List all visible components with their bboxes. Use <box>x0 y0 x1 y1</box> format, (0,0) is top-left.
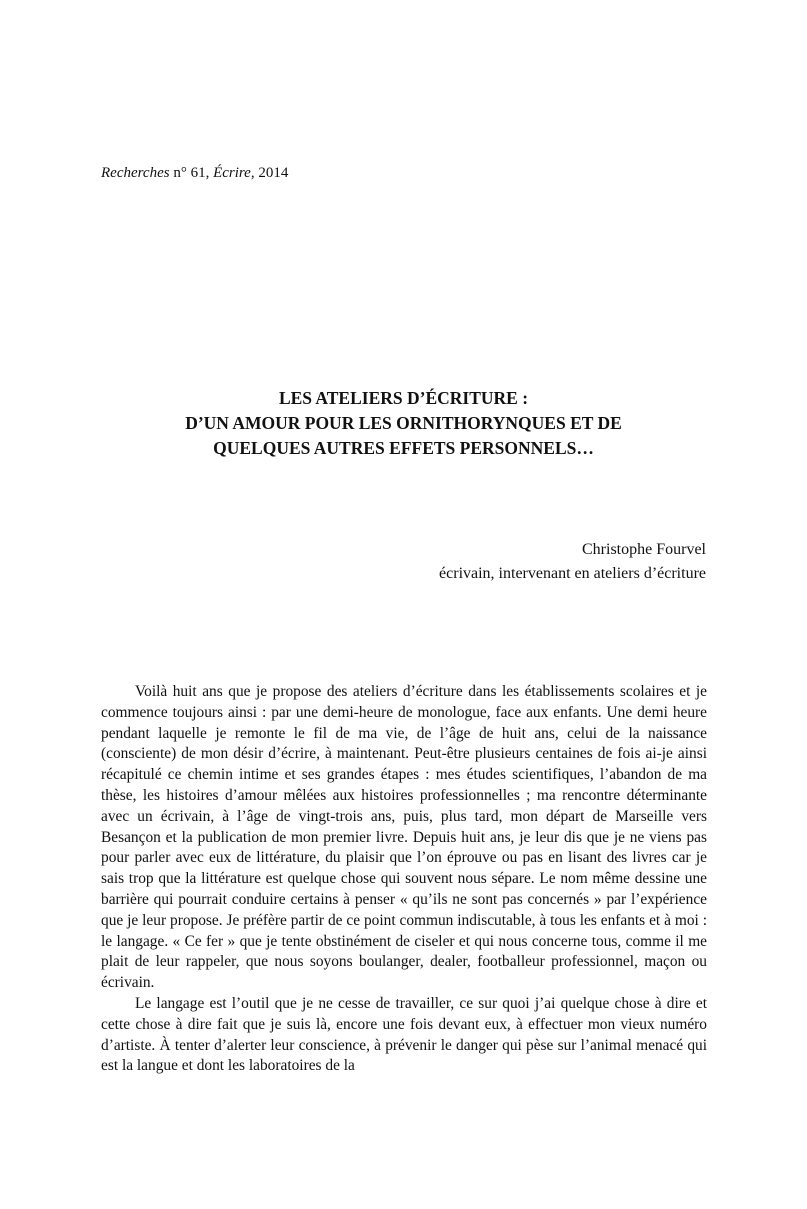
author-block <box>439 538 706 586</box>
paragraph-1: Voilà huit ans que je propose des ateliers d’écriture dans les établissements scolaires et je commence toujours ainsi : par une demi-heure de monologue, face aux enfants. Une demi heure pendant laquelle je remonte le fil de ma vie, de l’âge de huit ans, celui de la naissance (consciente) de mon désir d’écrire, à maintenant. Peut-être plusieurs centaines de fois ai-je ainsi récapitulé ce chemin intime et ses grandes étapes : mes études scientifiques, l’abandon de ma thèse, les histoires d’amour mêlées aux histoires professionnelles ; ma rencontre déterminante avec un écrivain, à l’âge de vingt-trois ans, puis, plus tard, mon départ de Marseille vers Besançon et la publication de mon premier livre. Depuis huit ans, je leur dis que je ne viens pas pour parler avec eux de littérature, du plaisir que l’on éprouve ou pas en lisant des livres car je sais trop que la littérature est quelque chose qui souvent nous sépare. Le nom même dessine une barrière qui pourrait conduire certains à penser « qu’ils ne sont pas concernés » par l’expérience que je leur propose. Je préfère partir de ce point commun indiscutable, à tous les enfants et à moi : le langage. « Ce fer » que je tente obstinément de ciseler et qui nous concerne tous, comme il me plait de leur rappeler, que nous soyons boulanger, dealer, footballeur professionnel, maçon ou écrivain. <box>101 683 707 992</box>
author-name: Christophe Fourvel <box>582 541 706 558</box>
issue-theme: Écrire <box>213 165 251 181</box>
title-line-2: D’UN AMOUR POUR LES ORNITHORYNQUES ET DE <box>185 413 622 433</box>
issue-number: n° 61, <box>169 165 214 181</box>
journal-name: Recherches <box>101 165 170 181</box>
publication-year: , 2014 <box>250 165 289 181</box>
title-line-3: QUELQUES AUTRES EFFETS PERSONNELS… <box>213 438 594 458</box>
article-title <box>100 386 707 461</box>
running-head <box>101 165 288 182</box>
title-line-1: LES ATELIERS D’ÉCRITURE : <box>278 388 529 408</box>
author-role: écrivain, intervenant en ateliers d’écriture <box>439 565 706 582</box>
article-body <box>101 682 707 1077</box>
paragraph-2: Le langage est l’outil que je ne cesse de travailler, ce sur quoi j’ai quelque chose à dire et cette chose à dire fait que je suis là, encore une fois devant eux, à effectuer mon vieux numéro d’artiste. À tenter d’alerter leur conscience, à prévenir le danger qui pèse sur l’animal menacé qui est la langue et dont les laboratoires de la <box>101 994 707 1075</box>
